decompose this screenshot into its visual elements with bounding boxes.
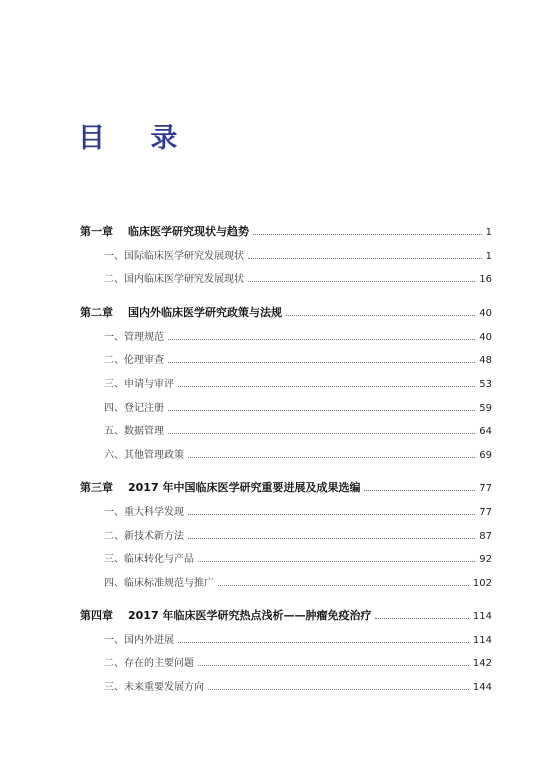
dot-leader — [178, 642, 469, 643]
toc-section-entry[interactable] — [80, 270, 492, 286]
section-number: 二、 — [104, 531, 124, 542]
page-number: 40 — [479, 332, 492, 343]
page-number: 144 — [472, 682, 492, 693]
toc-section-entry[interactable] — [80, 654, 492, 670]
section-number: 二、 — [104, 355, 124, 366]
page-number: 114 — [472, 611, 492, 622]
section-number: 四、 — [104, 403, 124, 414]
toc-chapter-entry[interactable] — [80, 223, 492, 239]
section-title: 存在的主要问题 — [124, 658, 194, 669]
dot-leader — [188, 538, 475, 539]
section-title: 伦理审查 — [124, 355, 164, 366]
page-number: 1 — [485, 251, 492, 262]
dot-leader — [188, 457, 475, 458]
toc-section-entry[interactable] — [80, 631, 492, 647]
section-title: 临床转化与产品 — [124, 554, 194, 565]
section-number: 一、 — [104, 251, 124, 262]
dot-leader — [178, 386, 475, 387]
dot-leader — [364, 490, 475, 491]
toc-section-entry[interactable] — [80, 527, 492, 543]
page-number: 1 — [485, 227, 492, 238]
page-number: 142 — [472, 658, 492, 669]
toc-section-entry[interactable] — [80, 399, 492, 415]
section-title: 国内临床医学研究发展现状 — [124, 274, 244, 285]
page-number: 59 — [479, 403, 492, 414]
chapter-number: 第一章 — [80, 225, 113, 238]
dot-leader — [168, 410, 475, 411]
section-title: 新技术新方法 — [124, 531, 184, 542]
dot-leader — [208, 689, 469, 690]
toc-chapter-entry[interactable] — [80, 479, 492, 495]
page-number: 87 — [479, 531, 492, 542]
section-title: 其他管理政策 — [124, 450, 184, 461]
toc-section-entry[interactable] — [80, 328, 492, 344]
section-number: 三、 — [104, 682, 124, 693]
toc-section-entry[interactable] — [80, 422, 492, 438]
section-number: 四、 — [104, 578, 124, 589]
chapter-number: 第二章 — [80, 306, 113, 319]
page-number: 102 — [472, 578, 492, 589]
section-title: 登记注册 — [124, 403, 164, 414]
page-number: 40 — [479, 308, 492, 319]
page-title: 目 录 — [78, 123, 196, 154]
chapter-title: 国内外临床医学研究政策与法规 — [128, 306, 282, 319]
dot-leader — [168, 433, 475, 434]
page-number: 77 — [479, 507, 492, 518]
page-number: 92 — [479, 554, 492, 565]
section-number: 二、 — [104, 274, 124, 285]
page-number: 114 — [472, 635, 492, 646]
dot-leader — [248, 281, 475, 282]
dot-leader — [375, 618, 468, 619]
chapter-number: 第三章 — [80, 481, 113, 494]
dot-leader — [168, 339, 475, 340]
section-title: 国内外进展 — [124, 635, 174, 646]
page-number: 64 — [479, 426, 492, 437]
dot-leader — [286, 315, 475, 316]
page-number: 69 — [479, 450, 492, 461]
page-number: 53 — [479, 379, 492, 390]
dot-leader — [253, 234, 482, 235]
toc-section-entry[interactable] — [80, 446, 492, 462]
section-number: 三、 — [104, 554, 124, 565]
section-number: 二、 — [104, 658, 124, 669]
section-title: 管理规范 — [124, 332, 164, 343]
dot-leader — [188, 514, 475, 515]
section-title: 未来重要发展方向 — [124, 682, 204, 693]
toc-chapter-entry[interactable] — [80, 607, 492, 623]
section-number: 一、 — [104, 507, 124, 518]
dot-leader — [198, 665, 469, 666]
toc-section-entry[interactable] — [80, 574, 492, 590]
chapter-title: 临床医学研究现状与趋势 — [128, 225, 249, 238]
dot-leader — [198, 561, 475, 562]
toc-section-entry[interactable] — [80, 375, 492, 391]
page-number: 16 — [479, 274, 492, 285]
toc-chapter-entry[interactable] — [80, 304, 492, 320]
toc-section-entry[interactable] — [80, 678, 492, 694]
dot-leader — [168, 362, 475, 363]
section-title: 重大科学发现 — [124, 507, 184, 518]
chapter-title: 2017 年临床医学研究热点浅析——肿瘤免疫治疗 — [128, 609, 372, 622]
section-number: 六、 — [104, 450, 124, 461]
toc-section-entry[interactable] — [80, 503, 492, 519]
section-number: 一、 — [104, 635, 124, 646]
section-title: 申请与审评 — [124, 379, 174, 390]
section-number: 三、 — [104, 379, 124, 390]
toc-section-entry[interactable] — [80, 550, 492, 566]
dot-leader — [218, 585, 469, 586]
dot-leader — [248, 258, 482, 259]
section-title: 数据管理 — [124, 426, 164, 437]
chapter-title: 2017 年中国临床医学研究重要进展及成果选编 — [128, 481, 361, 494]
page-number: 77 — [479, 483, 492, 494]
chapter-number: 第四章 — [80, 609, 113, 622]
section-number: 一、 — [104, 332, 124, 343]
page-number: 48 — [479, 355, 492, 366]
toc-section-entry[interactable] — [80, 351, 492, 367]
section-number: 五、 — [104, 426, 124, 437]
toc-section-entry[interactable] — [80, 247, 492, 263]
section-title: 临床标准规范与推广 — [124, 578, 214, 589]
section-title: 国际临床医学研究发展现状 — [124, 251, 244, 262]
